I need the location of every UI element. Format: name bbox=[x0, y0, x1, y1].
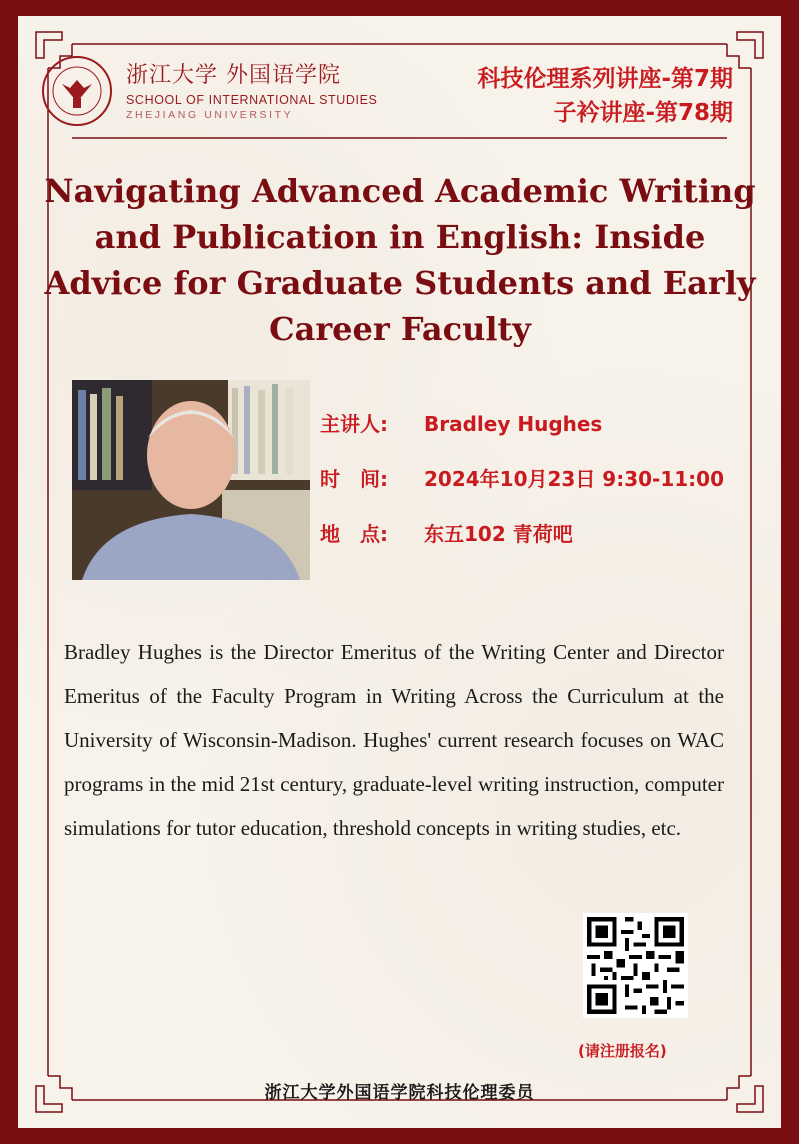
speaker-photo bbox=[72, 380, 310, 580]
speaker-label: 主讲人: bbox=[320, 412, 388, 436]
speaker-value: Bradley Hughes bbox=[424, 412, 603, 436]
time-value: 2024年10月23日 9:30-11:00 bbox=[424, 467, 724, 491]
time-row bbox=[320, 463, 724, 492]
speaker-row bbox=[320, 408, 602, 437]
series-line-1: 科技伦理系列讲座-第7期 bbox=[477, 66, 733, 92]
university-name-en: ZHEJIANG UNIVERSITY bbox=[126, 109, 294, 121]
place-value: 东五102 青荷吧 bbox=[424, 522, 573, 546]
zju-seal-icon bbox=[40, 54, 114, 128]
place-label: 地 点: bbox=[320, 522, 388, 546]
lecture-title: Navigating Advanced Academic Writing and Publication in English: Inside Advice for Graduate Students and Early Career Faculty bbox=[44, 172, 756, 348]
school-name-cn: 浙江大学 外国语学院 bbox=[126, 63, 341, 88]
place-row bbox=[320, 518, 573, 547]
time-label: 时 间: bbox=[320, 467, 388, 491]
registration-note: (请注册报名) bbox=[578, 1042, 667, 1060]
school-name-en: SCHOOL OF INTERNATIONAL STUDIES bbox=[126, 93, 378, 107]
speaker-bio: Bradley Hughes is the Director Emeritus of the Writing Center and Director Emeritus of the Faculty Program in Writing Across the Curriculum at the University of Wisconsin-Madison. Hughes' current research focuses on WAC programs in the mid 21st century, graduate-level writing instruction, computer simulations for tutor education, threshold concepts in writing studies, etc. bbox=[64, 640, 724, 840]
qr-code-icon[interactable] bbox=[583, 913, 688, 1018]
series-line-2: 子衿讲座-第78期 bbox=[553, 100, 733, 126]
footer-organizer: 浙江大学外国语学院科技伦理委员 bbox=[264, 1083, 535, 1103]
